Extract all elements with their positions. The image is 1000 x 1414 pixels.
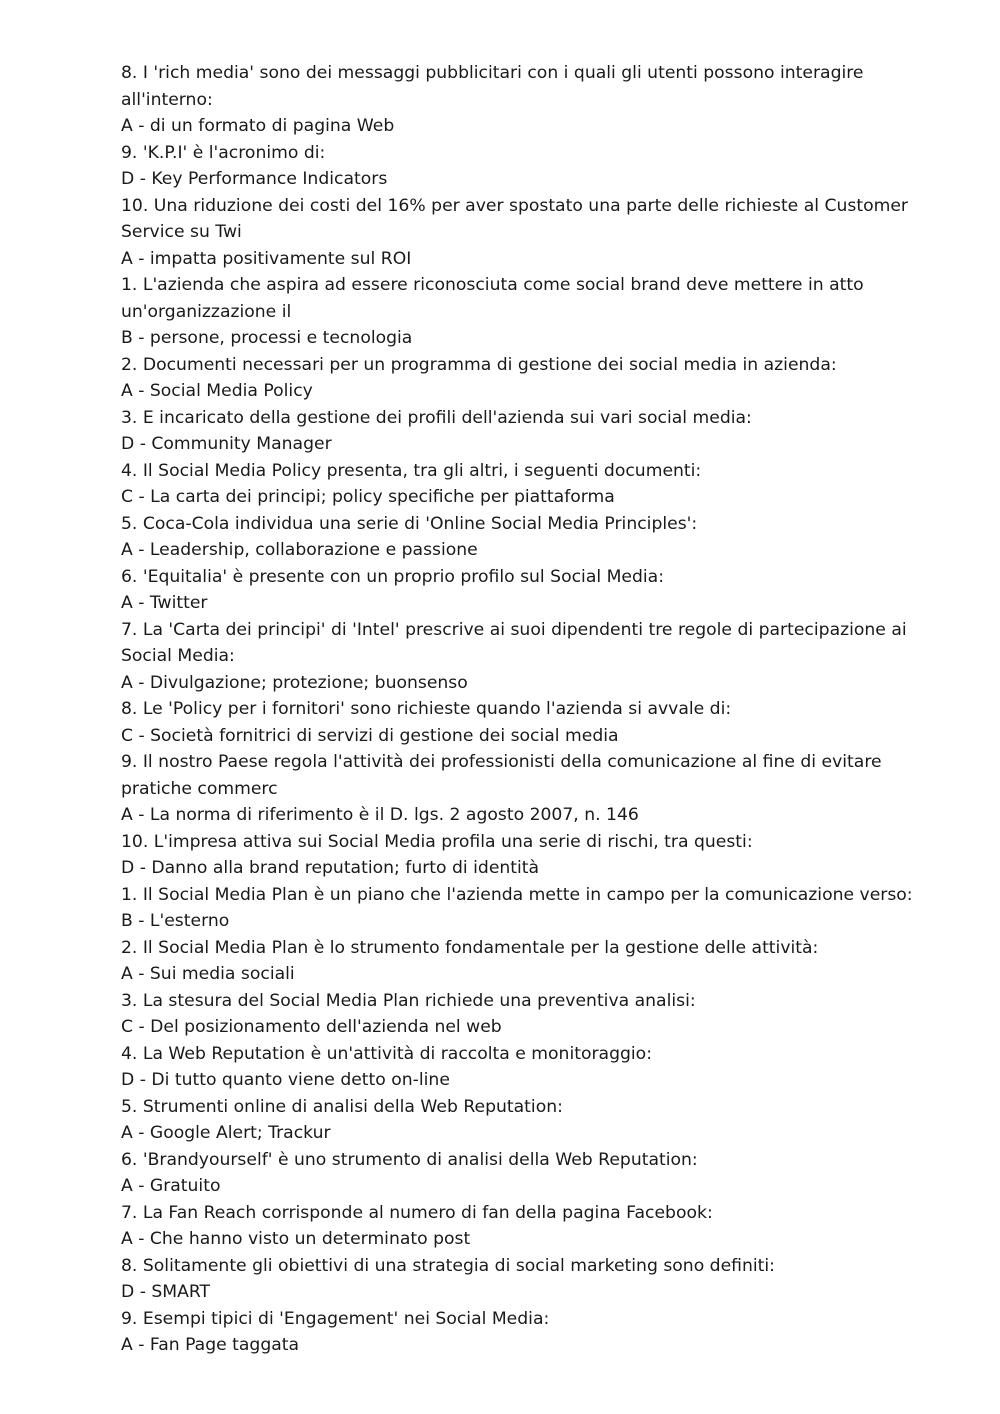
answer-text: D - Di tutto quanto viene detto on-line (121, 1070, 450, 1090)
question-text: 8. Solitamente gli obiettivi di una strategia di social marketing sono definiti: (121, 1255, 775, 1276)
answer-text: A - Fan Page taggata (121, 1335, 300, 1355)
question-text: 9. 'K.P.I' è l'acronimo di: (121, 142, 326, 163)
question-text: 8. Le 'Policy per i fornitori' sono richieste quando l'azienda si avvale di: (121, 699, 732, 719)
answer-text: D - Danno alla brand reputation; furto di identità (121, 858, 540, 878)
answer-text: A - Gratuito (121, 1176, 221, 1196)
answer-text: A - Sui media sociali (121, 964, 295, 984)
document-page (121, 60, 931, 1359)
question-text: 4. La Web Reputation è un'attività di raccolta e monitoraggio: (121, 1043, 652, 1064)
question-text: 7. La Fan Reach corrisponde al numero di fan della pagina Facebook: (121, 1202, 713, 1223)
answer-text: D - Key Performance Indicators (121, 169, 388, 189)
answer-text: B - L'esterno (121, 911, 230, 931)
question-text: 6. 'Equitalia' è presente con un proprio profilo sul Social Media: (121, 566, 665, 587)
answer-text: A - impatta positivamente sul ROI (121, 248, 412, 269)
answer-text: C - Del posizionamento dell'azienda nel web (121, 1017, 502, 1037)
answer-text: A - di un formato di pagina Web (121, 116, 395, 136)
question-text: 4. Il Social Media Policy presenta, tra gli altri, i seguenti documenti: (121, 460, 702, 481)
answer-text: C - La carta dei principi; policy specifiche per piattaforma (121, 487, 615, 507)
answer-text: A - Che hanno visto un determinato post (121, 1229, 471, 1249)
question-text: 5. Coca-Cola individua una serie di 'Online Social Media Principles': (121, 513, 698, 534)
question-text: 2. Il Social Media Plan è lo strumento fondamentale per la gestione delle attività: (121, 937, 819, 958)
question-text: 2. Documenti necessari per un programma di gestione dei social media in azienda: (121, 354, 837, 375)
answer-text: C - Società fornitrici di servizi di gestione dei social media (121, 725, 619, 746)
answer-text: D - Community Manager (121, 434, 332, 454)
question-text: 9. Il nostro Paese regola l'attività dei professionisti della comunicazione al fine di evitare pratiche commerc (121, 752, 882, 799)
question-text: 3. E incaricato della gestione dei profili dell'azienda sui vari social media: (121, 407, 752, 428)
question-text: 9. Esempi tipici di 'Engagement' nei Social Media: (121, 1308, 550, 1329)
question-text: 10. L'impresa attiva sui Social Media profila una serie di rischi, tra questi: (121, 831, 753, 852)
question-text: 5. Strumenti online di analisi della Web Reputation: (121, 1096, 563, 1117)
answer-text: A - Google Alert; Trackur (121, 1123, 331, 1143)
answer-text: A - Twitter (121, 593, 208, 613)
answer-text: A - La norma di riferimento è il D. lgs. 2 agosto 2007, n. 146 (121, 805, 639, 825)
question-text: 1. Il Social Media Plan è un piano che l'azienda mette in campo per la comunicazione verso: (121, 884, 913, 905)
answer-text: D - SMART (121, 1282, 211, 1302)
question-text: 10. Una riduzione dei costi del 16% per aver spostato una parte delle richieste al Customer Service su Twi (121, 195, 908, 242)
answer-text: B - persone, processi e tecnologia (121, 328, 413, 348)
question-text: 8. I 'rich media' sono dei messaggi pubblicitari con i quali gli utenti possono interagire all'interno: (121, 63, 864, 110)
question-text: 7. La 'Carta dei principi' di 'Intel' prescrive ai suoi dipendenti tre regole di partecipazione ai Social Media: (121, 619, 907, 666)
answer-text: A - Divulgazione; protezione; buonsenso (121, 672, 468, 693)
question-text: 3. La stesura del Social Media Plan richiede una preventiva analisi: (121, 990, 696, 1011)
question-text: 1. L'azienda che aspira ad essere riconosciuta come social brand deve mettere in atto un'organizzazione il (121, 275, 864, 322)
question-text: 6. 'Brandyourself' è uno strumento di analisi della Web Reputation: (121, 1149, 698, 1170)
answer-text: A - Social Media Policy (121, 381, 313, 401)
answer-text: A - Leadership, collaborazione e passione (121, 540, 478, 560)
